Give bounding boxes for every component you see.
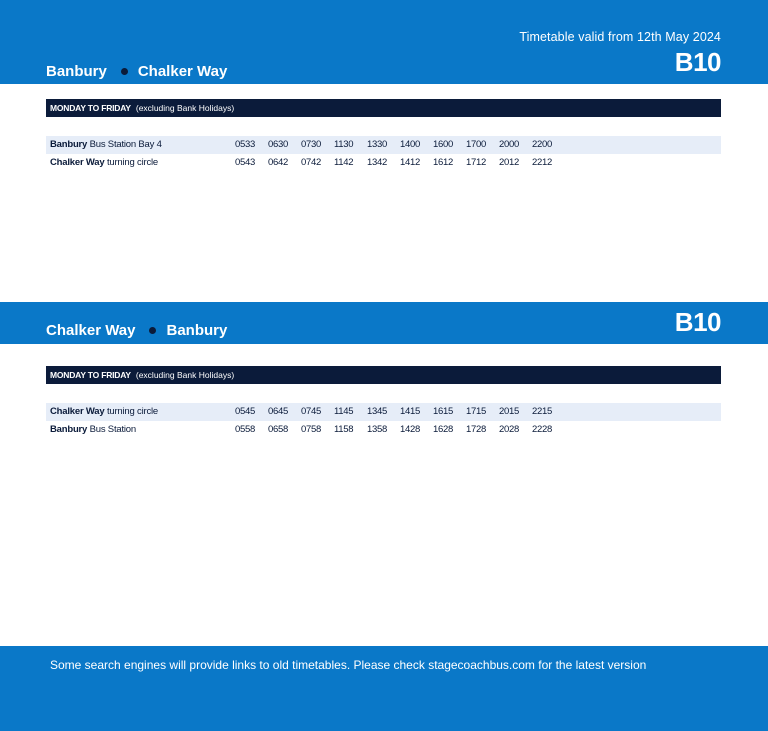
time-cell: 0745 xyxy=(301,406,321,417)
departure-times xyxy=(235,421,565,439)
time-cell: 1342 xyxy=(367,157,387,168)
time-cell: 1428 xyxy=(400,424,420,435)
time-cell: 2028 xyxy=(499,424,519,435)
departure-times xyxy=(235,154,565,172)
time-cell: 0730 xyxy=(301,139,321,150)
route-number: B10 xyxy=(674,47,721,77)
time-cell: 2012 xyxy=(499,157,519,168)
time-cell: 1615 xyxy=(433,406,453,417)
time-cell: 2215 xyxy=(532,406,552,417)
time-cell: 0658 xyxy=(268,424,288,435)
time-cell: 1612 xyxy=(433,157,453,168)
time-cell: 1415 xyxy=(400,406,420,417)
time-cell: 2000 xyxy=(499,139,519,150)
time-cell: 1712 xyxy=(466,157,486,168)
time-cell: 1345 xyxy=(367,406,387,417)
time-cell: 0545 xyxy=(235,406,255,417)
time-cell: 0558 xyxy=(235,424,255,435)
stop-name: Banbury Bus Station xyxy=(50,424,136,435)
time-cell: 1715 xyxy=(466,406,486,417)
day-note: (excluding Bank Holidays) xyxy=(135,103,235,113)
separator-dot-icon xyxy=(149,327,156,334)
timetable-row xyxy=(46,154,721,172)
separator-dot-icon xyxy=(121,68,128,75)
time-cell: 2200 xyxy=(532,139,552,150)
time-cell: 1358 xyxy=(367,424,387,435)
route-title-outbound xyxy=(46,63,227,80)
day-note: (excluding Bank Holidays) xyxy=(135,370,235,380)
departure-times xyxy=(235,403,565,421)
timetable-row xyxy=(46,136,721,154)
footer-notice: Some search engines will provide links to old timetables. Please check stagecoachbus.com for the latest version xyxy=(50,658,647,672)
route-title-inbound xyxy=(46,322,227,339)
destination-name: Banbury xyxy=(166,322,228,339)
stop-name: Chalker Way turning circle xyxy=(50,406,158,417)
time-cell: 0742 xyxy=(301,157,321,168)
time-cell: 1145 xyxy=(334,406,354,417)
time-cell: 2015 xyxy=(499,406,519,417)
time-cell: 1330 xyxy=(367,139,387,150)
origin-name: Banbury xyxy=(46,63,107,80)
stop-name: Banbury Bus Station Bay 4 xyxy=(50,139,162,150)
time-cell: 0758 xyxy=(301,424,321,435)
timetable-row xyxy=(46,421,721,439)
route-number: B10 xyxy=(674,307,721,337)
time-cell: 1728 xyxy=(466,424,486,435)
time-cell: 1130 xyxy=(334,139,354,150)
time-cell: 1700 xyxy=(466,139,486,150)
timetable-row xyxy=(46,403,721,421)
day-header-inbound xyxy=(46,366,721,384)
time-cell: 0645 xyxy=(268,406,288,417)
time-cell: 0533 xyxy=(235,139,255,150)
time-cell: 0630 xyxy=(268,139,288,150)
origin-name: Chalker Way xyxy=(46,322,136,339)
footer-band xyxy=(0,646,768,731)
time-cell: 1400 xyxy=(400,139,420,150)
time-cell: 2212 xyxy=(532,157,552,168)
day-label: MONDAY TO FRIDAY xyxy=(50,370,131,380)
departure-times xyxy=(235,136,565,154)
time-cell: 1142 xyxy=(334,157,354,168)
stop-name: Chalker Way turning circle xyxy=(50,157,158,168)
time-cell: 1412 xyxy=(400,157,420,168)
time-cell: 0642 xyxy=(268,157,288,168)
day-label: MONDAY TO FRIDAY xyxy=(50,103,131,113)
time-cell: 1628 xyxy=(433,424,453,435)
time-cell: 1158 xyxy=(334,424,354,435)
time-cell: 0543 xyxy=(235,157,255,168)
header-band-outbound xyxy=(0,0,768,84)
validity-text: Timetable valid from 12th May 2024 xyxy=(519,30,721,44)
destination-name: Chalker Way xyxy=(137,63,228,80)
header-band-inbound xyxy=(0,302,768,344)
day-header-outbound xyxy=(46,99,721,117)
time-cell: 2228 xyxy=(532,424,552,435)
time-cell: 1600 xyxy=(433,139,453,150)
